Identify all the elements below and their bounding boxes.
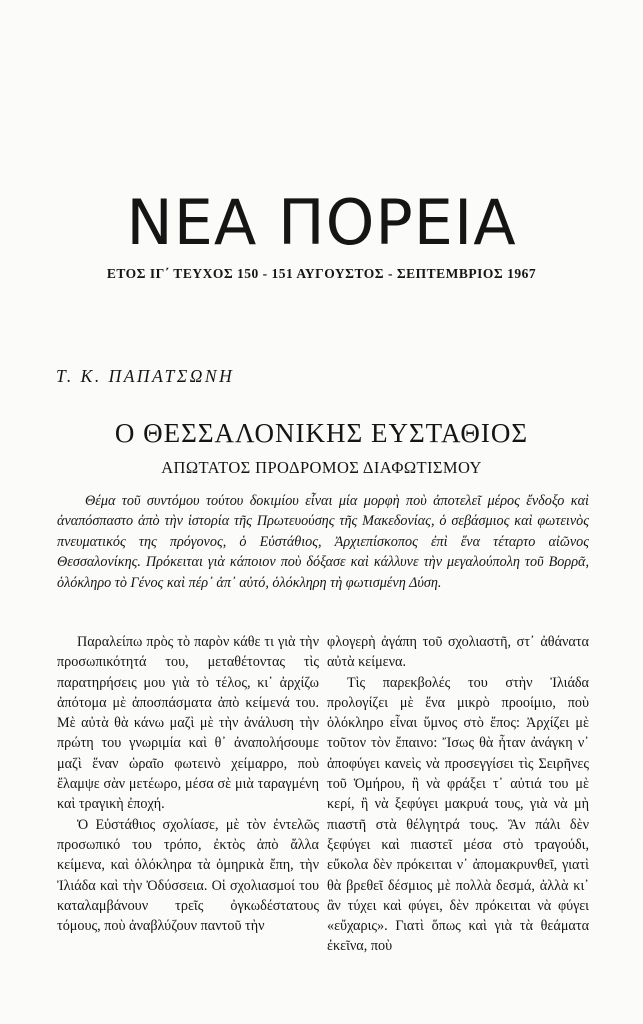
body-column-right bbox=[327, 632, 589, 957]
abstract-paragraph: Θέμα τοῦ συντόμου τούτου δοκιμίου εἶναι μία μορφὴ ποὺ ἀποτελεῖ μέρος ἔνδοξο καὶ ἀναπόσπαστο ἀπὸ τὴν ἱστορία τῆς Πρωτευούσης τῆς Μακεδονίας, ὁ σεβάσμιος καὶ φωτεινὸς πνευματικός της πρόγονος, ὁ Εὐστάθιος, Ἀρχιεπίσκοπος ἐπὶ ἕνα τέταρτο αἰῶνος Θεσσαλονίκης. Πρόκειται γιὰ κάποιον ποὺ δόξασε καὶ κάλλυνε τὴν μεγαλούπολη τοῦ Βορρᾶ, ὁλόκληρο τὸ Γένος καὶ πέρ᾽ ἀπ᾽ αὐτό, ὁλόκληρη τὴ φωτισμένη Δύση. bbox=[57, 493, 589, 591]
issue-info-line: ΕΤΟΣ ΙΓ΄ ΤΕΥΧΟΣ 150 - 151 ΑΥΓΟΥΣΤΟΣ - ΣΕΠΤΕΜΒΡΙΟΣ 1967 bbox=[106, 266, 537, 281]
body-paragraph: Παραλείπω πρὸς τὸ παρὸν κάθε τι γιὰ τὴν προσωπικότητά του, μεταθέτοντας τὶς παρατηρήσεις μου γιὰ τὸ τέλος, κι᾽ ἀρχίζω ἀπότομα μὲ ἀποσπάσματα ἀπὸ κείμενά του. Μὲ αὐτὰ θὰ κάνω μαζὶ μὲ τὴν ἀνάλυση τὴν πρώτη του γνωριμία καὶ θ᾽ ἀναπολήσουμε μαζὶ ἕναν ὡραῖο φωτεινὸ χείμαρρο, ποὺ ἔλαμψε σὰν μετέωρο, μέσα σὲ μιὰ ταραγμένη καὶ τραγικὴ ἐποχή. bbox=[57, 634, 319, 813]
body-paragraph: Ὁ Εὐστάθιος σχολίασε, μὲ τὸν ἐντελῶς προσωπικό του τρόπο, ἐκτὸς ἀπὸ ἄλλα κείμενα, καὶ ὁλόκληρα τὰ ὁμηρικὰ ἔπη, τὴν Ἰλιάδα καὶ τὴν Ὀδύσσεια. Οἱ σχολιασμοί του καταλαμβάνουν τρεῖς ὀγκωδέστατους τόμους, ποὺ ἀναβλύζουν παντοῦ τὴν bbox=[57, 816, 319, 935]
article-abstract bbox=[57, 491, 589, 593]
body-column-left bbox=[57, 632, 319, 936]
article-subtitle: ΑΠΩΤΑΤΟΣ ΠΡΟΔΡΟΜΟΣ ΔΙΑΦΩΤΙΣΜΟΥ bbox=[161, 458, 482, 477]
article-title: Ο ΘΕΣΣΑΛΟΝΙΚΗΣ ΕΥΣΤΑΘΙΟΣ bbox=[114, 418, 529, 448]
body-paragraph: Τὶς παρεκβολές του στὴν Ἰλιάδα προλογίζει μὲ ἕνα μικρὸ προοίμιο, ποὺ ὁλόκληρο εἶναι ὕμνος στὸ ἔπος: Ἀρχίζει μὲ τοῦτον τὸν ἔπαινο: Ἴσως θὰ ἦταν ἀνάγκη ν᾽ ἀποφύγει κανεὶς νὰ προσεγγίσει τὶς Σειρῆνες τοῦ Ὁμήρου, ἢ νὰ φράξει τ᾽ αὐτιά του μὲ κερί, ἢ νὰ ξεφύγει μακρυά τους, γιὰ νὰ μὴ πιαστῆ στὰ θέλγητρά τους. Ἂν πάλι δὲν ξεφύγει καὶ πιαστεῖ μέσα στὸ τραγούδι, εὔκολα δὲν πρόκειται ν᾽ ἀπομακρυνθεῖ, γιατὶ θὰ βρεθεῖ δέσμιος μὲ πολλὰ δεσμά, ἀλλὰ κι᾽ ἂν τύχει καὶ φύγει, δὲν πρόκειται νὰ φύγει «εὔχαρις». Γιατὶ ὅπως καὶ γιὰ τὰ θεάματα ἐκεῖνα, ποὺ bbox=[327, 674, 589, 955]
article-author: Τ. Κ. ΠΑΠΑΤΣΩΝΗ bbox=[56, 366, 235, 386]
body-paragraph-continued: φλογερὴ ἀγάπη τοῦ σχολιαστῆ, στ᾽ ἀθάνατα αὐτὰ κείμενα. bbox=[327, 634, 589, 671]
journal-masthead: ΝΕΑ ΠΟΡΕΙΑ bbox=[126, 186, 517, 259]
